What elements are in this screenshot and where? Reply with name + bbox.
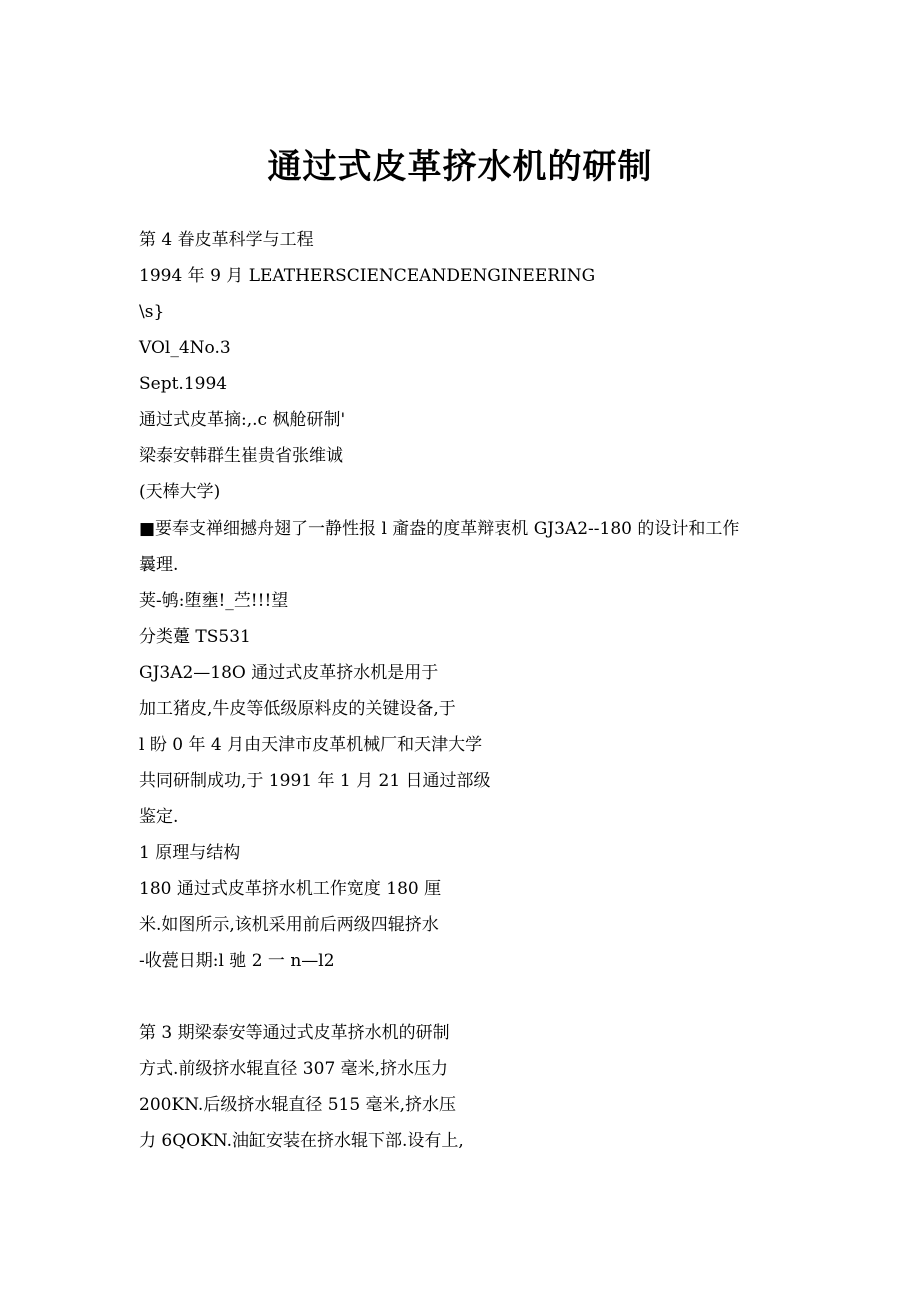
text-line: VOl_4No.3	[139, 338, 231, 358]
text-line: ■要奉支禅细撼舟翅了一静性报 l 齑盎的度革辩衷机 GJ3A2--180 的设计和工作	[139, 519, 740, 539]
text-line: (天棒大学)	[139, 482, 221, 502]
text-line: 200KN.后级挤水辊直径 515 毫米,挤水压	[139, 1095, 456, 1115]
text-line: 共同研制成功,于 1991 年 1 月 21 日通过部级	[139, 771, 491, 791]
text-line: 方式.前级挤水辊直径 307 毫米,挤水压力	[139, 1059, 449, 1079]
text-line: 力 6QOKN.油缸安装在挤水辊下部.设有上,	[139, 1131, 464, 1151]
text-line: 鉴定.	[139, 807, 179, 827]
text-line: 180 通过式皮革挤水机工作宽度 180 厘	[139, 879, 442, 899]
text-line: 分类躉 TS531	[139, 627, 251, 647]
text-line: l 盼 0 年 4 月由天津市皮革机械厂和天津大学	[139, 735, 483, 755]
text-line: 荚-鸲:堕壅!_苎!!!望	[139, 591, 289, 611]
footnote-line: -收甍日期:l 驰 2 一 n—l2	[139, 951, 335, 971]
text-line: 加工猪皮,牛皮等低级原料皮的关键设备,于	[139, 699, 456, 719]
text-line: GJ3A2—18O 通过式皮革挤水机是用于	[139, 663, 439, 683]
text-line: Sept.1994	[139, 374, 228, 394]
text-line: 1994 年 9 月 LEATHERSCIENCEANDENGINEERING	[139, 266, 596, 286]
text-line: 通过式皮革摘:,.c 枫舱研制'	[139, 410, 346, 430]
text-line: 第 4 眷皮革科学与工程	[139, 230, 314, 250]
text-line: \s}	[139, 302, 165, 322]
text-line: 曩理.	[139, 555, 179, 575]
section-heading: 1 原理与结构	[139, 843, 241, 863]
document-title: 通过式皮革挤水机的研制	[267, 147, 653, 187]
text-line: 米.如图所示,该机采用前后两级四辊挤水	[139, 915, 439, 935]
running-header: 第 3 期梁泰安等通过式皮革挤水机的研制	[139, 1023, 450, 1043]
text-line: 梁泰安韩群生崔贵省张维诚	[139, 446, 343, 466]
